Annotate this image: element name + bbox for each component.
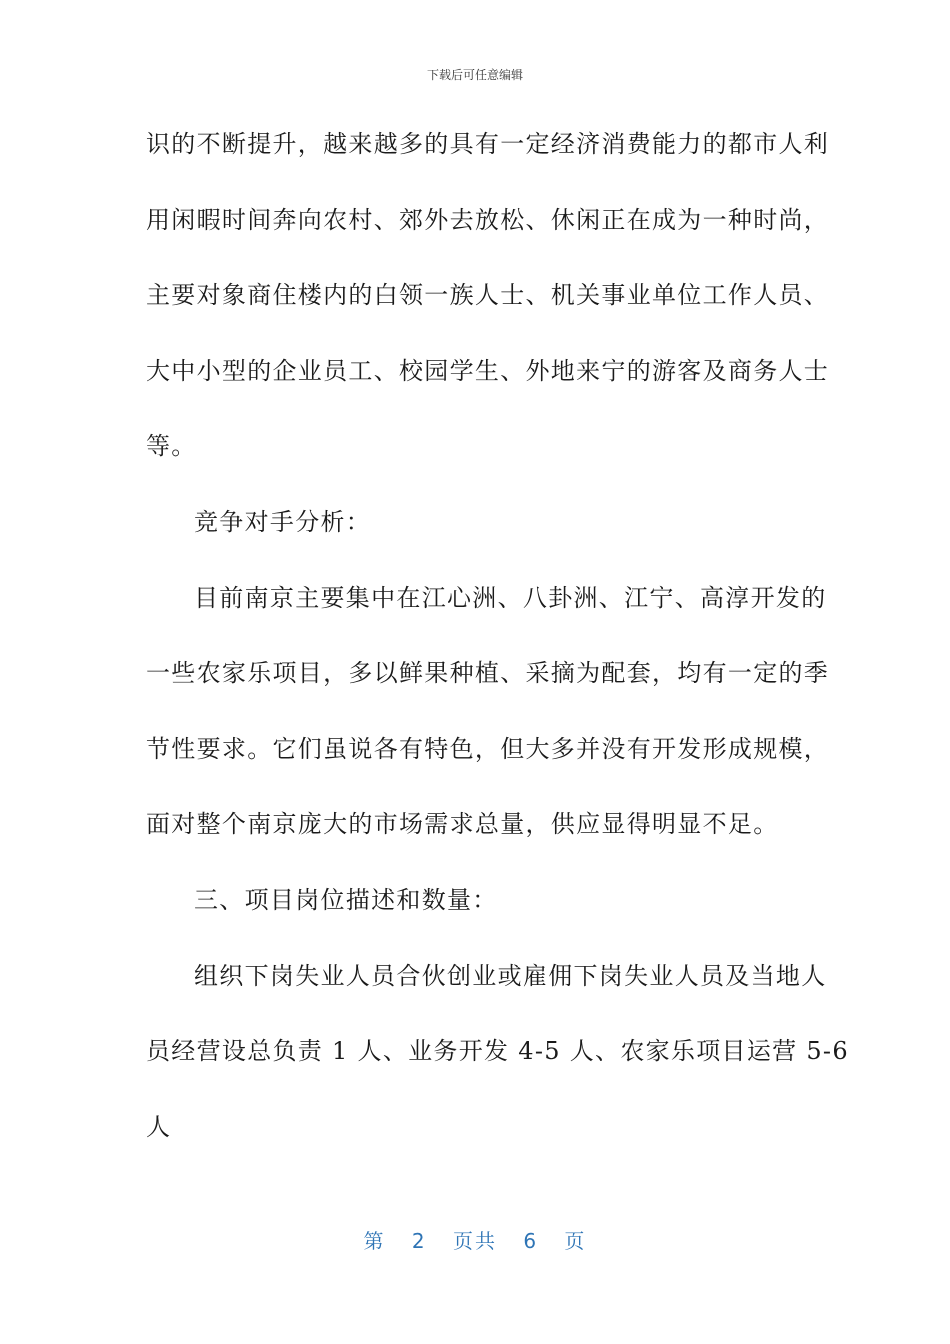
header-note: 下载后可任意编辑 xyxy=(426,68,523,82)
page-number-footer: 第 2 页共 6 页 xyxy=(363,1229,587,1253)
document-body xyxy=(146,126,849,1184)
body-line: 面对整个南京庞大的市场需求总量，供应显得明显不足。 xyxy=(146,810,779,839)
body-line: 人 xyxy=(146,1112,172,1141)
section-heading-competitors: 竞争对手分析： xyxy=(194,507,372,536)
body-line: 组织下岗失业人员合伙创业或雇佣下岗失业人员及当地人 xyxy=(194,961,827,990)
section-heading-positions: 三、项目岗位描述和数量： xyxy=(194,885,498,914)
body-line: 一些农家乐项目，多以鲜果种植、采摘为配套，均有一定的季 xyxy=(146,659,830,688)
body-line: 员经营设总负责 1 人、业务开发 4-5 人、农家乐项目运营 5-6 xyxy=(146,1037,849,1066)
body-line: 识的不断提升，越来越多的具有一定经济消费能力的都市人利 xyxy=(146,130,830,158)
body-line: 主要对象商住楼内的白领一族人士、机关事业单位工作人员、 xyxy=(146,281,830,310)
body-line: 用闲暇时间奔向农村、郊外去放松、休闲正在成为一种时尚， xyxy=(146,205,830,234)
body-line: 大中小型的企业员工、校园学生、外地来宁的游客及商务人士 xyxy=(146,356,830,385)
body-line: 目前南京主要集中在江心洲、八卦洲、江宁、高淳开发的 xyxy=(194,583,827,612)
body-line: 等。 xyxy=(146,432,197,461)
body-line: 节性要求。它们虽说各有特色，但大多并没有开发形成规模， xyxy=(146,734,830,763)
